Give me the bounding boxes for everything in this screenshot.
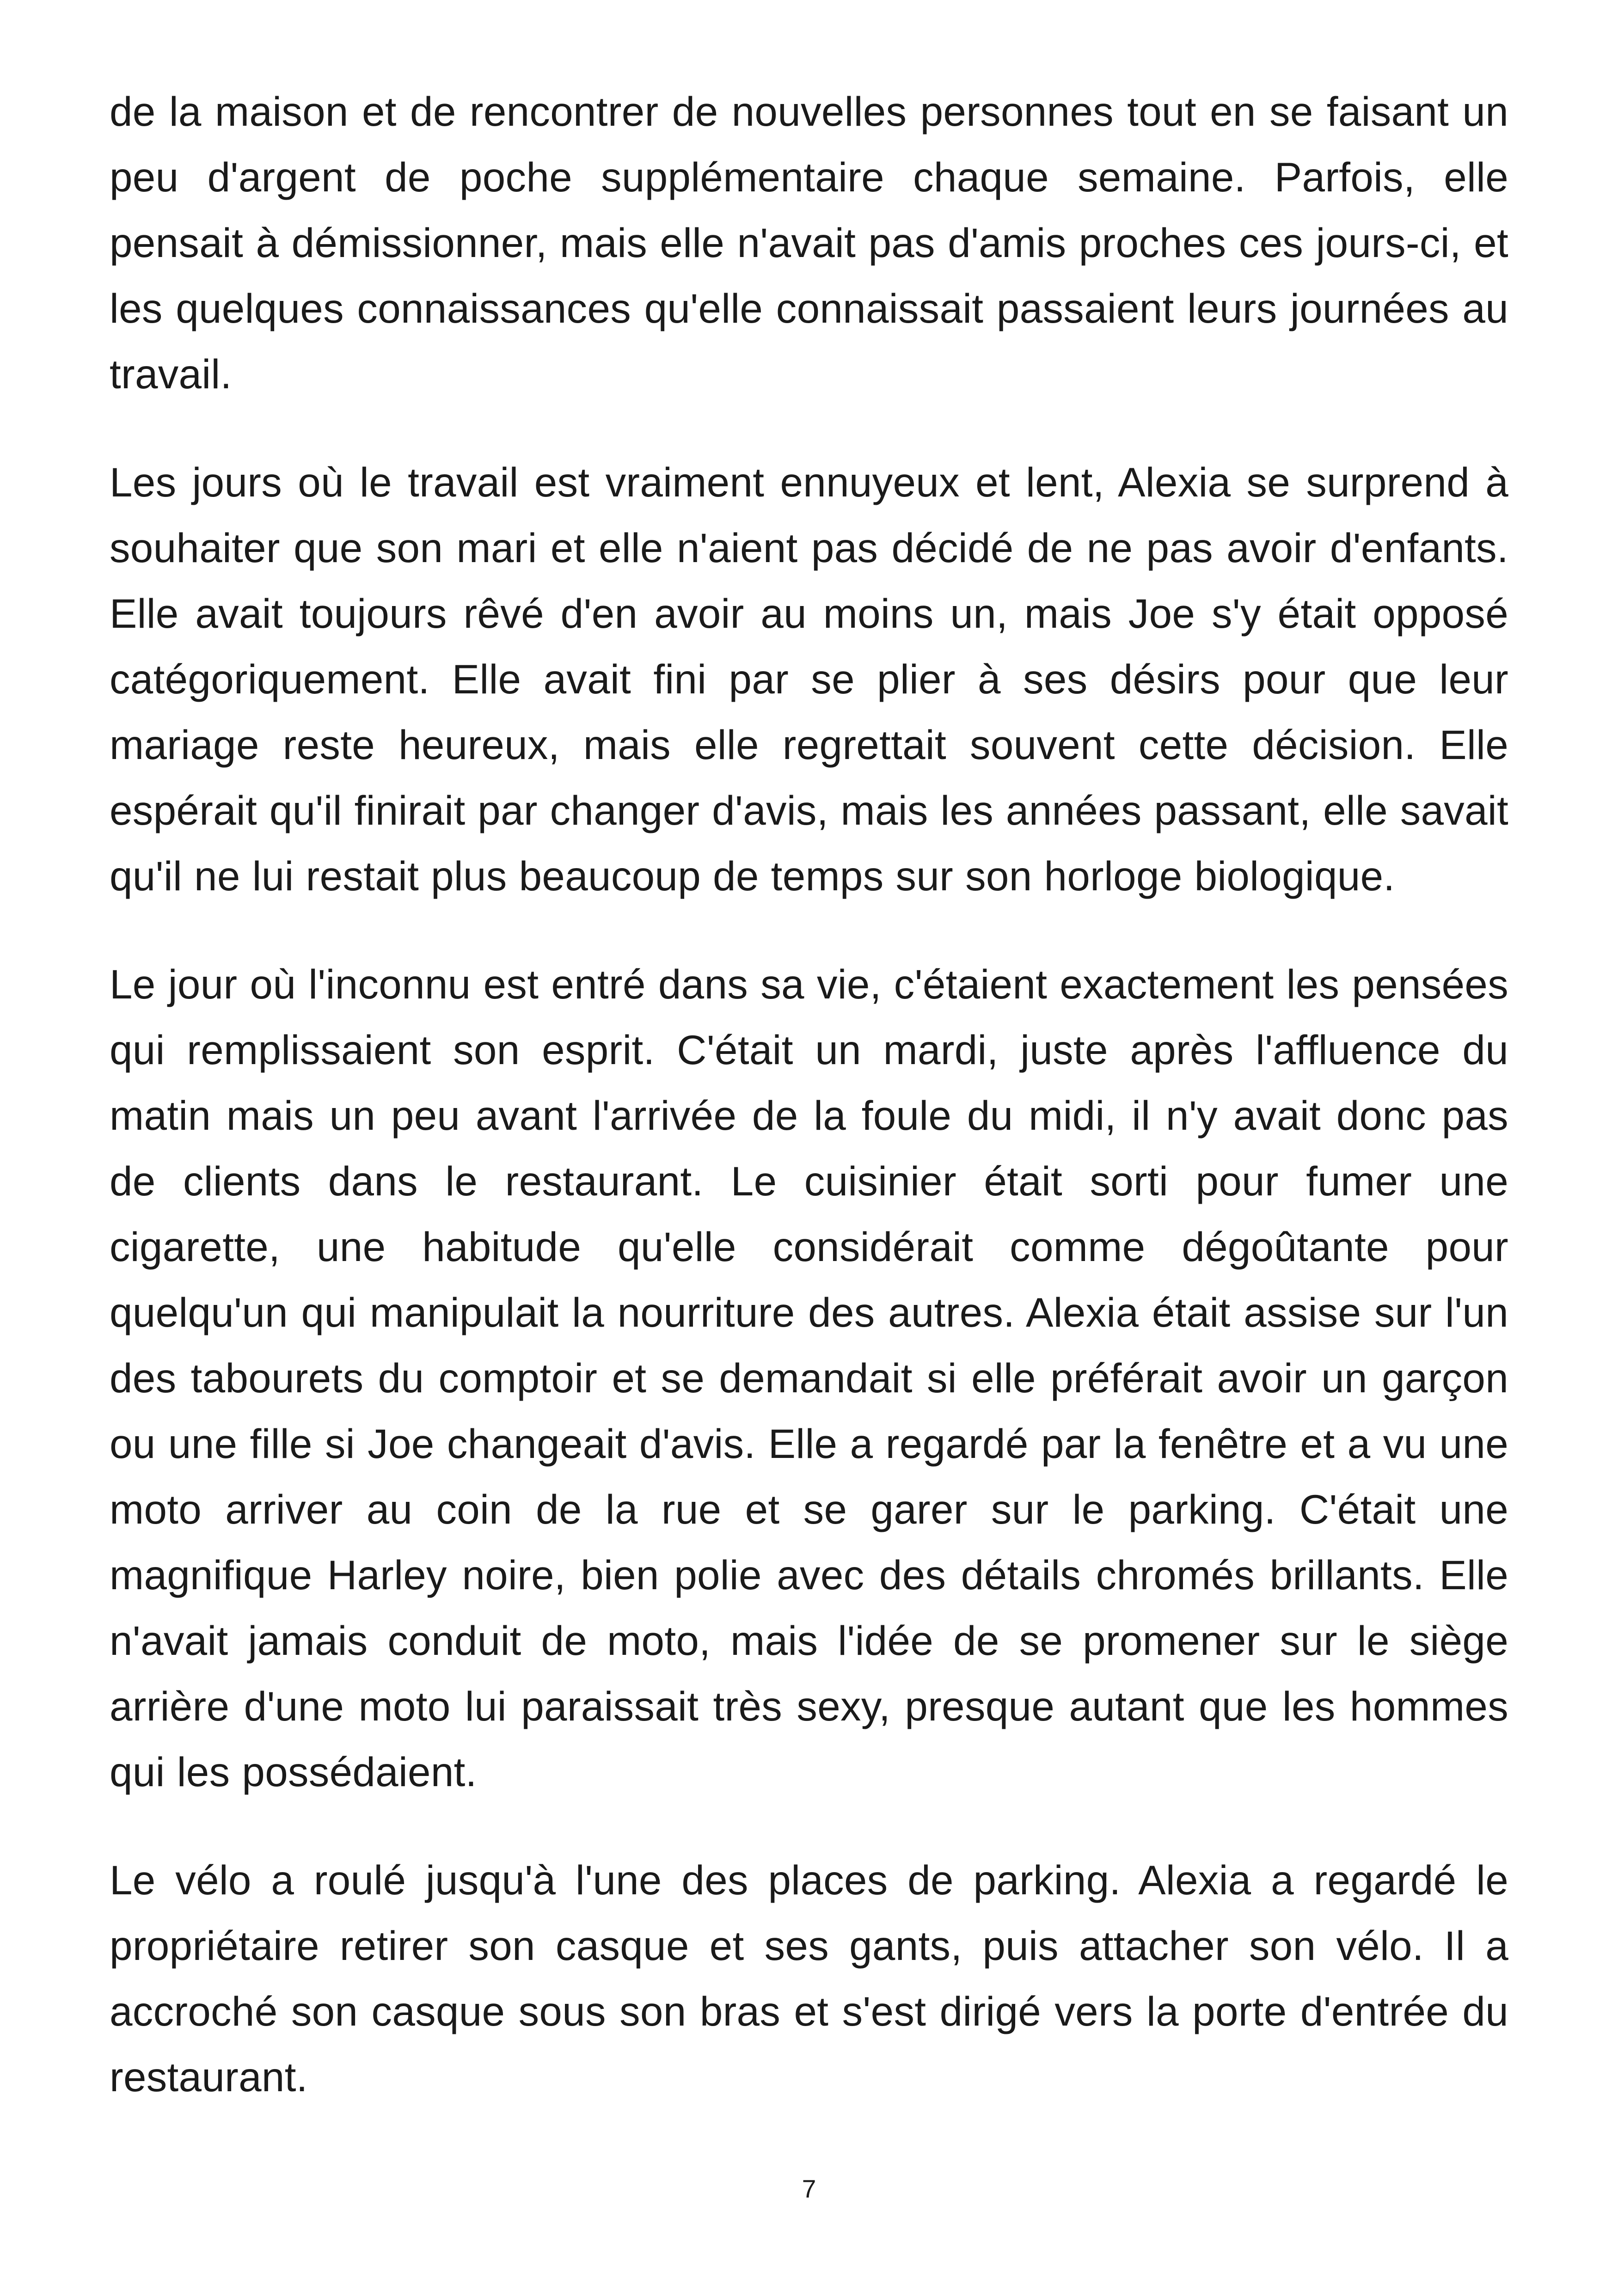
paragraph-3: Le jour où l'inconnu est entré dans sa vie, c'étaient exactement les pensées qui remplissaient son esprit. C'était un mardi, juste après l'affluence du matin mais un peu avant l'arrivée de la foule du midi, il n'y avait donc pas de clients dans le restaurant. Le cuisinier était sorti pour fumer une cigarette, une habitude qu'elle considérait comme dégoûtante pour quelqu'un qui manipulait la nourriture des autres. Alexia était assise sur l'un des tabourets du comptoir et se demandait si elle préférait avoir un garçon ou une fille si Joe changeait d'avis. Elle a regardé par la fenêtre et a vu une moto arriver au coin de la rue et se garer sur le parking. C'était une magnifique Harley noire, bien polie avec des détails chromés brillants. Elle n'avait jamais conduit de moto, mais l'idée de se promener sur le siège arrière d'une moto lui paraissait très sexy, presque autant que les hommes qui les possédaient. [110, 961, 1508, 1795]
paragraph-2: Les jours où le travail est vraiment ennuyeux et lent, Alexia se surprend à souhaiter que son mari et elle n'aient pas décidé de ne pas avoir d'enfants. Elle avait toujours rêvé d'en avoir au moins un, mais Joe s'y était opposé catégoriquement. Elle avait fini par se plier à ses désirs pour que leur mariage reste heureux, mais elle regrettait souvent cette décision. Elle espérait qu'il finirait par changer d'avis, mais les années passant, elle savait qu'il ne lui restait plus beaucoup de temps sur son horloge biologique. [110, 459, 1508, 899]
paragraph-1: de la maison et de rencontrer de nouvelles personnes tout en se faisant un peu d'argent de poche supplémentaire chaque semaine. Parfois, elle pensait à démissionner, mais elle n'avait pas d'amis proches ces jours-ci, et les quelques connaissances qu'elle connaissait passaient leurs journées au travail. [110, 88, 1508, 397]
paragraph-4: Le vélo a roulé jusqu'à l'une des places de parking. Alexia a regardé le propriétaire retirer son casque et ses gants, puis attacher son vélo. Il a accroché son casque sous son bras et s'est dirigé vers la porte d'entrée du restaurant. [110, 1857, 1508, 2100]
body-text [110, 79, 1508, 2152]
page-number: 7 [802, 2174, 816, 2203]
